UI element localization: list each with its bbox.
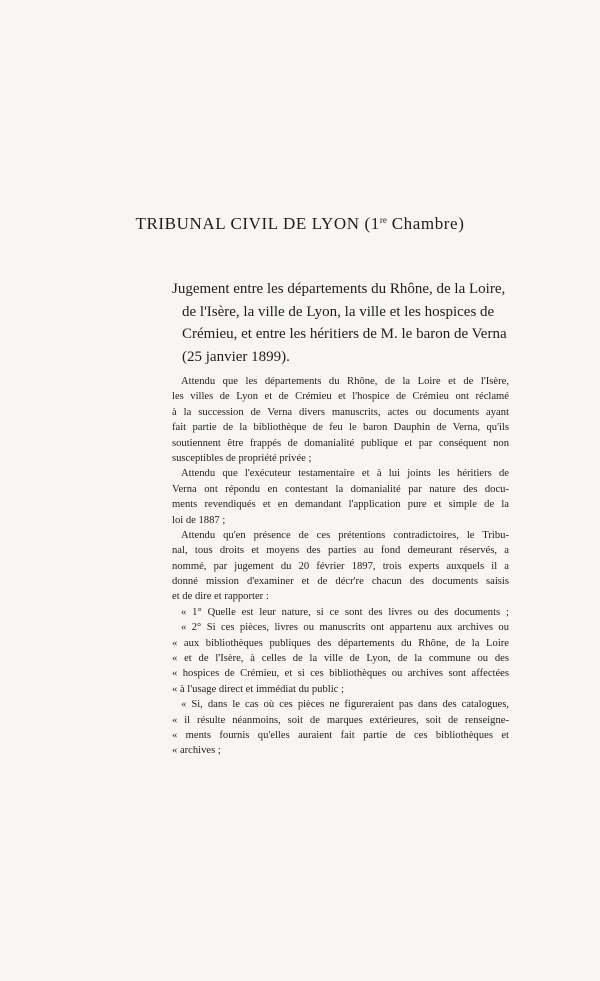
heading-line: (25 janvier 1899).	[182, 348, 290, 365]
body-line: « 1° Quelle est leur nature, si ce sont des livres ou des documents ;	[181, 606, 509, 618]
judgment-heading	[172, 278, 508, 368]
body-line: « 2° Si ces pièces, livres ou manuscrits ont appartenu aux archives ou	[181, 622, 509, 634]
body-line: « ments fournis qu'elles auraient fait partie de ces bibliothèques et	[172, 729, 509, 741]
body-line: Attendu que l'exécuteur testamentaire et à lui joints les héritiers de	[181, 468, 509, 480]
body-line: et de dire et rapporter :	[172, 591, 269, 603]
body-line: fait partie de la bibliothèque de feu le baron Dauphin de Verna, qu'ils	[172, 422, 509, 434]
body-line: « à l'usage direct et immédiat du public ;	[172, 683, 344, 695]
body-line: ments revendiqués et en demandant l'application pure et simple de la	[172, 499, 509, 511]
page-title	[0, 214, 600, 234]
body-line: donné mission d'examiner et de décr're chacun des documents saisis	[172, 576, 509, 588]
body-line: à la succession de Verna divers manuscrits, actes ou documents ayant	[172, 406, 509, 418]
body-line: Verna ont répondu en contestant la domanialité par nature des docu-	[172, 483, 509, 495]
heading-line: de l'Isère, la ville de Lyon, la ville et les hospices de	[182, 303, 495, 320]
title-end: Chambre)	[386, 214, 465, 233]
body-line: Attendu que les départements du Rhône, de la Loire et de l'Isère,	[181, 376, 509, 387]
body-line: susceptibles de propriété privée ;	[172, 452, 312, 464]
body-line: « Si, dans le cas où ces pièces ne figureraient pas dans des catalogues,	[181, 699, 509, 711]
body-line: nommé, par jugement du 20 février 1897, trois experts auxquels il a	[172, 560, 509, 572]
body-text	[172, 374, 509, 759]
title-superscript: re	[379, 215, 387, 225]
body-line: « et de l'Isère, à celles de la ville de Lyon, de la commune ou des	[172, 653, 509, 665]
heading-line: Crémieu, et entre les héritiers de M. le baron de Verna	[182, 326, 507, 342]
body-line: Attendu qu'en présence de ces prétentions contradictoires, le Tribu-	[181, 529, 509, 541]
body-line: « aux bibliothèques publiques des départements du Rhône, de la Loire	[172, 637, 509, 649]
body-line: « il résulte néanmoins, soit de marques extérieures, soit de renseigne-	[172, 714, 509, 726]
body-line: « archives ;	[172, 745, 221, 757]
body-line: soutiennent être frappés de domanialité publique et par conséquent non	[172, 437, 509, 449]
body-line: « hospices de Crémieu, et si ces bibliothèques ou archives sont affectées	[172, 668, 509, 680]
body-line: nal, tous droits et moyens des parties au fond demeurant réservés, a	[172, 545, 509, 557]
body-line: loi de 1887 ;	[172, 514, 226, 526]
title-main: TRIBUNAL CIVIL DE LYON (1	[135, 214, 380, 233]
heading-line: Jugement entre les départements du Rhône, de la Loire,	[172, 281, 506, 297]
body-line: les villes de Lyon et de Crémieu et l'hospice de Crémieu ont réclamé	[172, 391, 509, 403]
